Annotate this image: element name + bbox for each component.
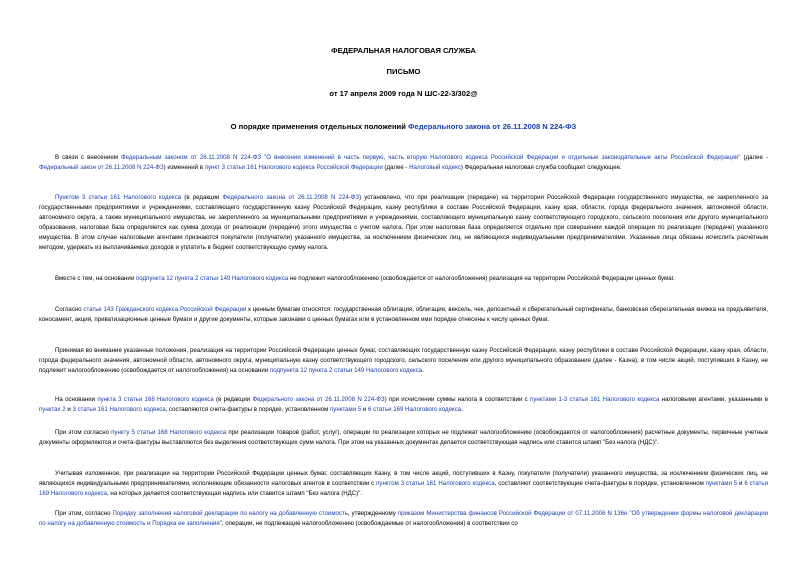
law-reference-link[interactable]: Налоговый кодекс <box>409 164 461 171</box>
law-reference-link[interactable]: Федерального закона от 26.11.2008 N 224-ФЗ <box>222 194 360 201</box>
law-reference-link[interactable]: пунктами 5 <box>330 406 362 413</box>
law-reference-link[interactable]: Федерального закона от 26.11.2008 N 224-ФЗ <box>252 396 385 403</box>
paragraph-text: На основании <box>55 396 98 403</box>
paragraph-text: При этом согласно <box>55 429 112 436</box>
paragraph-text: При этом, согласно <box>55 510 113 517</box>
document-subject <box>0 122 807 132</box>
paragraph-text: . <box>461 406 463 413</box>
paragraph <box>39 346 768 376</box>
paragraph <box>39 193 768 253</box>
paragraph-text: Вместе с тем, на основании <box>55 275 136 282</box>
law-reference-link[interactable]: Порядку заполнения налоговой декларации по налогу на добавленную стоимость <box>112 510 348 517</box>
law-reference-link[interactable]: Федеральный закон от 26.11.2008 N 224-ФЗ <box>39 164 164 171</box>
paragraph <box>39 428 768 448</box>
law-reference-link[interactable]: Федеральным законом от 26.11.2008 N 224-ФЗ "О внесении изменений в часть первую, часть вторую Налогового кодекса Российской Федерации и отдельные законодательные акты Российской Федерации" <box>121 154 741 161</box>
law-reference-link[interactable]: пунктами 1-3 статьи 161 Налогового кодекса <box>530 396 660 403</box>
paragraph-text: Учитывая изложенное, при реализации на территории Российской Федерации ценных бумаг, составляющих Казну, в том числе акций, поступивших в Казну, покупатели (получатели) указанного имущества, за исключением физических лиц, не являющихся индивидуальными предпринимателями, исполняющие обязанности налоговых агентов в соответствии с <box>39 470 768 487</box>
document-date-number: от 17 апреля 2009 года N ШС-22-3/302@ <box>329 89 478 98</box>
paragraph <box>39 274 768 284</box>
paragraph-text: не подлежит налогообложению (освобождается от налогообложения) реализация на территории Российской Федерации ценных бумаг. <box>288 275 675 282</box>
paragraph-text: налоговыми агентами, указанными в <box>659 396 768 403</box>
paragraph-text: и <box>737 480 745 487</box>
subject-prefix: О порядке применения отдельных положений <box>230 122 409 131</box>
paragraph-text: , на которых делается соответствующая надпись или ставится штамп "Без налога (НДС)". <box>106 490 363 497</box>
paragraph-text: ) при исчислении суммы налога в соответствии с <box>384 396 531 403</box>
law-reference-link[interactable]: 6 статьи 169 Налогового кодекса <box>39 480 768 497</box>
paragraph-text: , составляются счета-фактуры в порядке, установленном <box>165 406 330 413</box>
paragraph-text: ) изменений в <box>163 164 205 171</box>
paragraph-text: и <box>65 406 73 413</box>
paragraph-text: (далее - <box>740 154 768 161</box>
subject-law-link[interactable]: Федерального закона от 26.11.2008 N 224-ФЗ <box>408 122 577 131</box>
law-reference-link[interactable]: приказом Министерства финансов Российской Федерации от 07.11.2006 N 136н "Об утверждении формы налоговой декларации по налогу на добавленную стоимость и Порядка ее заполнения" <box>39 510 769 527</box>
paragraph-text: В связи с внесением <box>55 154 121 161</box>
law-reference-link[interactable]: пункта 3 статьи 168 Налогового кодекса <box>97 396 214 403</box>
paragraph <box>39 469 768 499</box>
law-reference-link[interactable]: пунктами 5 <box>705 480 738 487</box>
paragraph-text: , утвержденному <box>347 510 398 517</box>
law-reference-link[interactable]: пункту 5 статьи 168 Налогового кодекса <box>111 429 227 436</box>
paragraph-text: при реализации товаров (работ, услуг), операции по реализации которых не подлежат налогообложению (освобождаются от налогообложения) расчетные документы, первичные учетные документы оформляются и счета-фактуры выставляются без выделения соответствующих сумм налога. При этом на указанных документах делается соответствующая надпись или ставится штамп "Без налога (НДС)". <box>39 429 768 446</box>
paragraph-text: (в редакции <box>181 194 223 201</box>
paragraph <box>39 305 768 325</box>
paragraph-text: и <box>361 406 369 413</box>
paragraph-text: Принимая во внимание указанные положения, реализация на территории Российской Федерации ценных бумаг, составляющих государственную казну Российской Федерации, казну республики в составе Российской Федерации, казну края, области, города федерального значения, автономной области, автономного округа, муниципальную казну соответствующего городского, сельского поселения или другого муниципального образования (далее - Казна), в том числе акций, поступивших в Казну, не подлежит налогообложению (освобождается от налогообложения) на основании <box>39 347 768 374</box>
paragraph-text: . <box>422 367 424 374</box>
paragraph-text: , составляют соответствующие счета-фактуры в порядке, установленном <box>494 480 706 487</box>
paragraph-text: ) Федеральная налоговая служба сообщает следующее. <box>460 164 622 171</box>
law-reference-link[interactable]: 6 статьи 169 Налогового кодекса <box>368 406 462 413</box>
law-reference-link[interactable]: подпункта 12 пункта 2 статьи 149 Налогового кодекса <box>135 275 289 282</box>
paragraph-text: (в редакции <box>213 396 253 403</box>
paragraph-text: ) установлено, что при реализации (передаче) на территории Российской Федерации государственного имущества, не закрепленного за государственными предприятиями и учреждениями, составляющего государственную казну Российской Федерации, казну республики в составе Российской Федерации, казну края, области, города федерального значения, автономной области, автономного округа, а также муниципального имущества, не закрепленного за муниципальными предприятиями и учреждениями, составляющего муниципальную казну соответствующего городского, сельского поселения или другого муниципального образования, налоговая база определяется как сумма дохода от реализации (передачи) этого имущества с учетом налога. При этом налоговая база определяется отдельно при совершении каждой операции по реализации (передаче) указанного имущества. В этом случае налоговыми агентами признаются покупатели (получатели) указанного имущества, за исключением физических лиц, не являющихся индивидуальными предпринимателями. Указанные лица обязаны исчислить расчетным методом, удержать из выплачиваемых доходов и уплатить в бюджет соответствующую сумму налога. <box>39 194 768 251</box>
law-reference-link[interactable]: пунктах 2 <box>39 406 66 413</box>
paragraph-text: к ценным бумагам относятся: государственная облигация, облигация, вексель, чек, депозитный и сберегательный сертификаты, банковская сберегательная книжка на предъявителя, коносамент, акция, приватизационные ценные бумаги и другие документы, которые законами о ценных бумагах или в установленном ими порядке отнесены к числу ценных бумаг. <box>39 306 768 323</box>
paragraph-text: , операции, не подлежащие налогообложению (освобождаемые от налогообложения) в соответствии со <box>221 520 518 527</box>
paragraph <box>39 395 768 415</box>
paragraph <box>39 509 768 529</box>
law-reference-link[interactable]: пунктом 3 статьи 161 Налогового кодекса <box>376 480 495 487</box>
law-reference-link[interactable]: Пунктом 3 статьи 161 Налогового кодекса <box>55 194 182 201</box>
law-reference-link[interactable]: 3 статьи 161 Налогового кодекса <box>72 406 166 413</box>
agency-title: ФЕДЕРАЛЬНАЯ НАЛОГОВАЯ СЛУЖБА <box>331 46 476 55</box>
law-reference-link[interactable]: пункт 3 статьи 161 Налогового кодекса Российской Федерации <box>204 164 383 171</box>
paragraph <box>39 153 768 173</box>
law-reference-link[interactable]: подпункта 12 пункта 2 статьи 149 Налогового кодекса <box>269 367 423 374</box>
paragraph-text: Согласно <box>55 306 84 313</box>
law-reference-link[interactable]: статье 143 Гражданского кодекса Российской Федерации <box>83 306 247 313</box>
paragraph-text: (далее - <box>382 164 410 171</box>
document-type: ПИСЬМО <box>386 67 421 76</box>
